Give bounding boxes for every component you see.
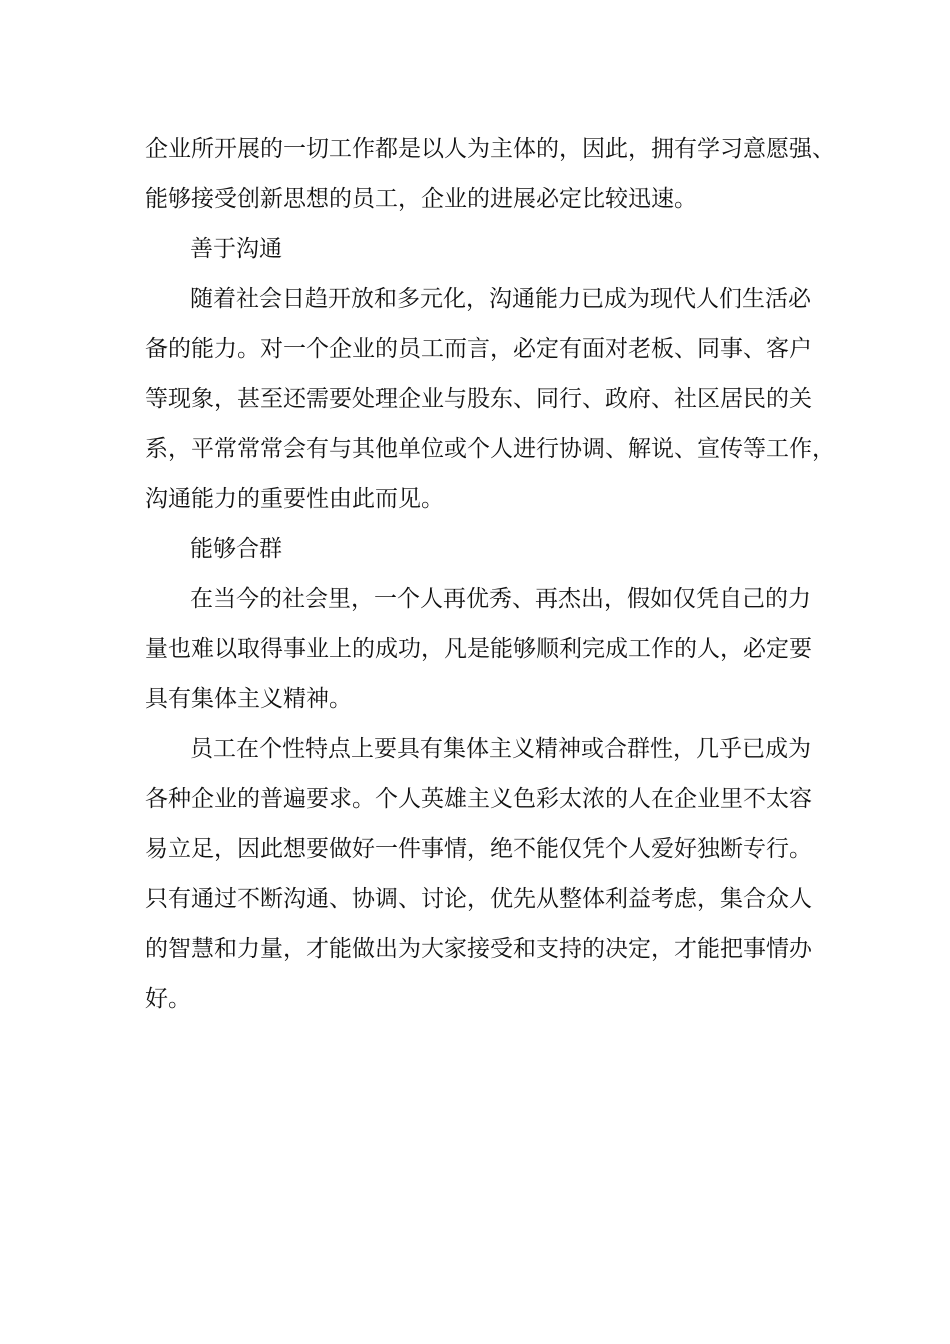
paragraph-line: 系，平常常常会有与其他单位或个人进行协调、解说、宣传等工作， — [145, 436, 835, 462]
paragraph-line: 沟通能力的重要性由此而见。 — [145, 486, 444, 512]
paragraph-line: 等现象，甚至还需要处理企业与股东、同行、政府、社区居民的关 — [145, 386, 812, 412]
paragraph-line: 的智慧和力量，才能做出为大家接受和支持的决定，才能把事情办 — [145, 936, 812, 962]
paragraph-line: 量也难以取得事业上的成功，凡是能够顺利完成工作的人，必定要 — [145, 636, 812, 662]
paragraph-line: 随着社会日趋开放和多元化，沟通能力已成为现代人们生活必 — [190, 286, 811, 312]
paragraph-line: 具有集体主义精神。 — [145, 686, 352, 712]
section-heading-teamwork: 能够合群 — [190, 536, 282, 562]
paragraph-line: 企业所开展的一切工作都是以人为主体的，因此，拥有学习意愿强、 — [145, 136, 835, 162]
paragraph-line: 员工在个性特点上要具有集体主义精神或合群性，几乎已成为 — [190, 736, 811, 762]
section-heading-communication: 善于沟通 — [190, 236, 282, 262]
paragraph-line: 备的能力。对一个企业的员工而言，必定有面对老板、同事、客户 — [145, 336, 812, 362]
paragraph-line: 能够接受创新思想的员工，企业的进展必定比较迅速。 — [145, 186, 697, 212]
paragraph-line: 只有通过不断沟通、协调、讨论，优先从整体利益考虑，集合众人 — [145, 886, 812, 912]
paragraph-line: 好。 — [145, 986, 191, 1012]
paragraph-line: 易立足，因此想要做好一件事情，绝不能仅凭个人爱好独断专行。 — [145, 836, 812, 862]
paragraph-line: 在当今的社会里，一个人再优秀、再杰出，假如仅凭自己的力 — [190, 586, 811, 612]
paragraph-line: 各种企业的普遍要求。个人英雄主义色彩太浓的人在企业里不太容 — [145, 786, 812, 812]
